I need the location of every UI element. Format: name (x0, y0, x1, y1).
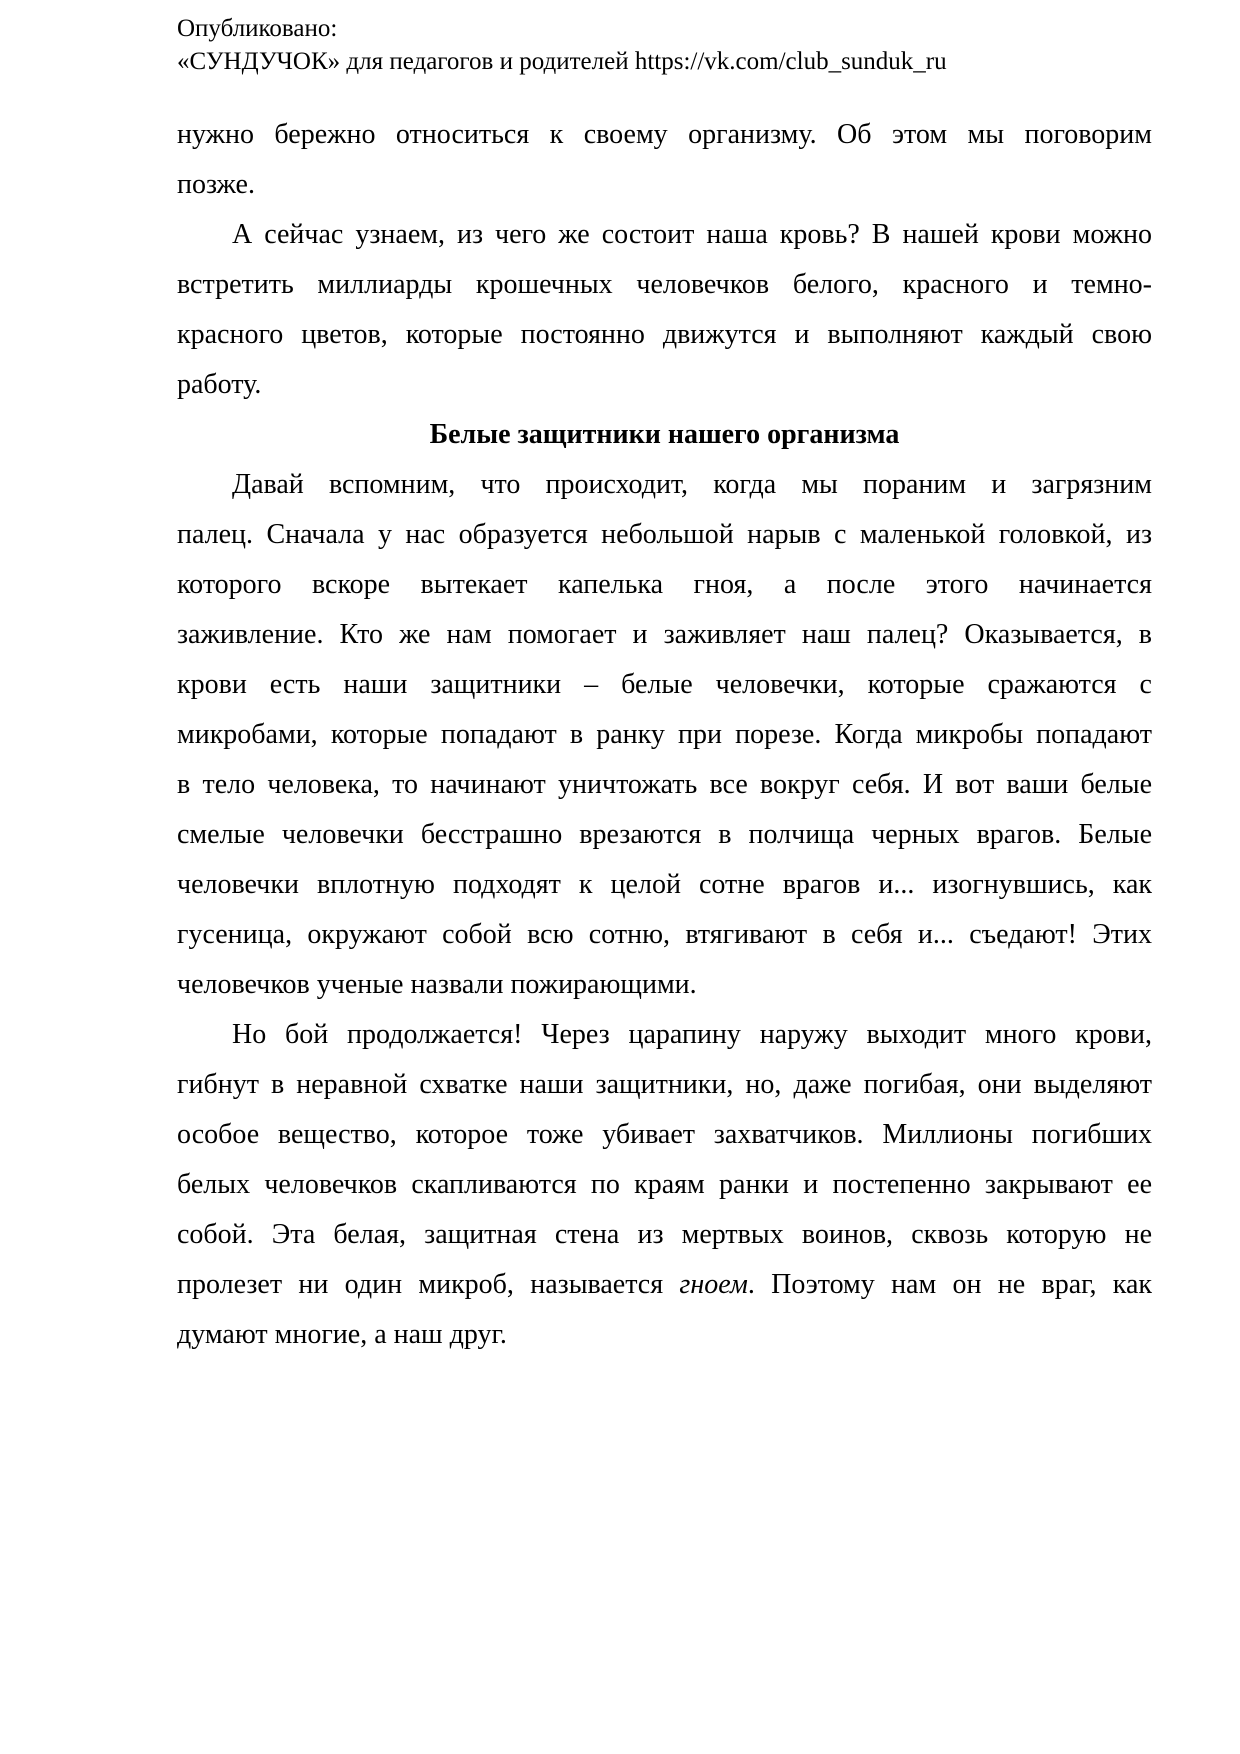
text-line: работу. (177, 369, 262, 400)
text-line: человечков ученые назвали пожирающими. (177, 969, 697, 1000)
page-header (177, 12, 1157, 78)
text-line: Но бой продолжается! Через царапину наружу выходит много крови, (232, 1019, 1152, 1050)
text-segment: . Поэтому нам он не враг, как (747, 1269, 1152, 1300)
header-published-label: Опубликовано: (177, 15, 338, 42)
text-line: нужно бережно относиться к своему организму. Об этом мы поговорим (177, 119, 1152, 150)
text-line: Давай вспомним, что происходит, когда мы пораним и загрязним (232, 469, 1152, 500)
text-line: палец. Сначала у нас образуется небольшой нарыв с маленькой головкой, из (177, 519, 1152, 550)
text-line (177, 1260, 1152, 1310)
text-line: которого вскоре вытекает капелька гноя, а после этого начинается (177, 569, 1152, 600)
paragraph (177, 1010, 1152, 1360)
text-line: микробами, которые попадают в ранку при порезе. Когда микробы попадают (177, 719, 1152, 750)
text-line: встретить миллиарды крошечных человечков белого, красного и темно- (177, 269, 1152, 300)
header-url: https://vk.com/club_sunduk_ru (634, 48, 947, 75)
text-line: особое вещество, которое тоже убивает захватчиков. Миллионы погибших (177, 1119, 1152, 1150)
paragraph (177, 210, 1152, 410)
document-body (177, 110, 1152, 1360)
text-segment: пролезет ни один микроб, называется (177, 1269, 680, 1300)
text-line: красного цветов, которые постоянно движутся и выполняют каждый свою (177, 319, 1152, 350)
text-line: позже. (177, 169, 255, 200)
text-line: крови есть наши защитники – белые человечки, которые сражаются с (177, 669, 1152, 700)
text-line: гибнут в неравной схватке наши защитники, но, даже погибая, они выделяют (177, 1069, 1152, 1100)
text-line: думают многие, а наш друг. (177, 1319, 507, 1350)
text-line: гусеница, окружают собой всю сотню, втягивают в себя и... съедают! Этих (177, 919, 1152, 950)
header-source-line (177, 45, 1157, 78)
paragraph (177, 110, 1152, 210)
text-line: собой. Эта белая, защитная стена из мертвых воинов, сквозь которую не (177, 1219, 1152, 1250)
text-line: в тело человека, то начинают уничтожать все вокруг себя. И вот ваши белые (177, 769, 1152, 800)
header-source-text: «СУНДУЧОК» для педагогов и родителей (177, 48, 635, 75)
section-heading: Белые защитники нашего организма (429, 419, 900, 450)
text-line: А сейчас узнаем, из чего же состоит наша кровь? В нашей крови можно (232, 219, 1152, 250)
text-line: заживление. Кто же нам помогает и заживляет наш палец? Оказывается, в (177, 619, 1152, 650)
text-line: смелые человечки бесстрашно врезаются в полчища черных врагов. Белые (177, 819, 1152, 850)
italic-term: гноем (679, 1269, 748, 1300)
paragraph (177, 460, 1152, 1010)
text-line: белых человечков скапливаются по краям ранки и постепенно закрывают ее (177, 1169, 1152, 1200)
text-line: человечки вплотную подходят к целой сотне врагов и... изогнувшись, как (177, 869, 1152, 900)
